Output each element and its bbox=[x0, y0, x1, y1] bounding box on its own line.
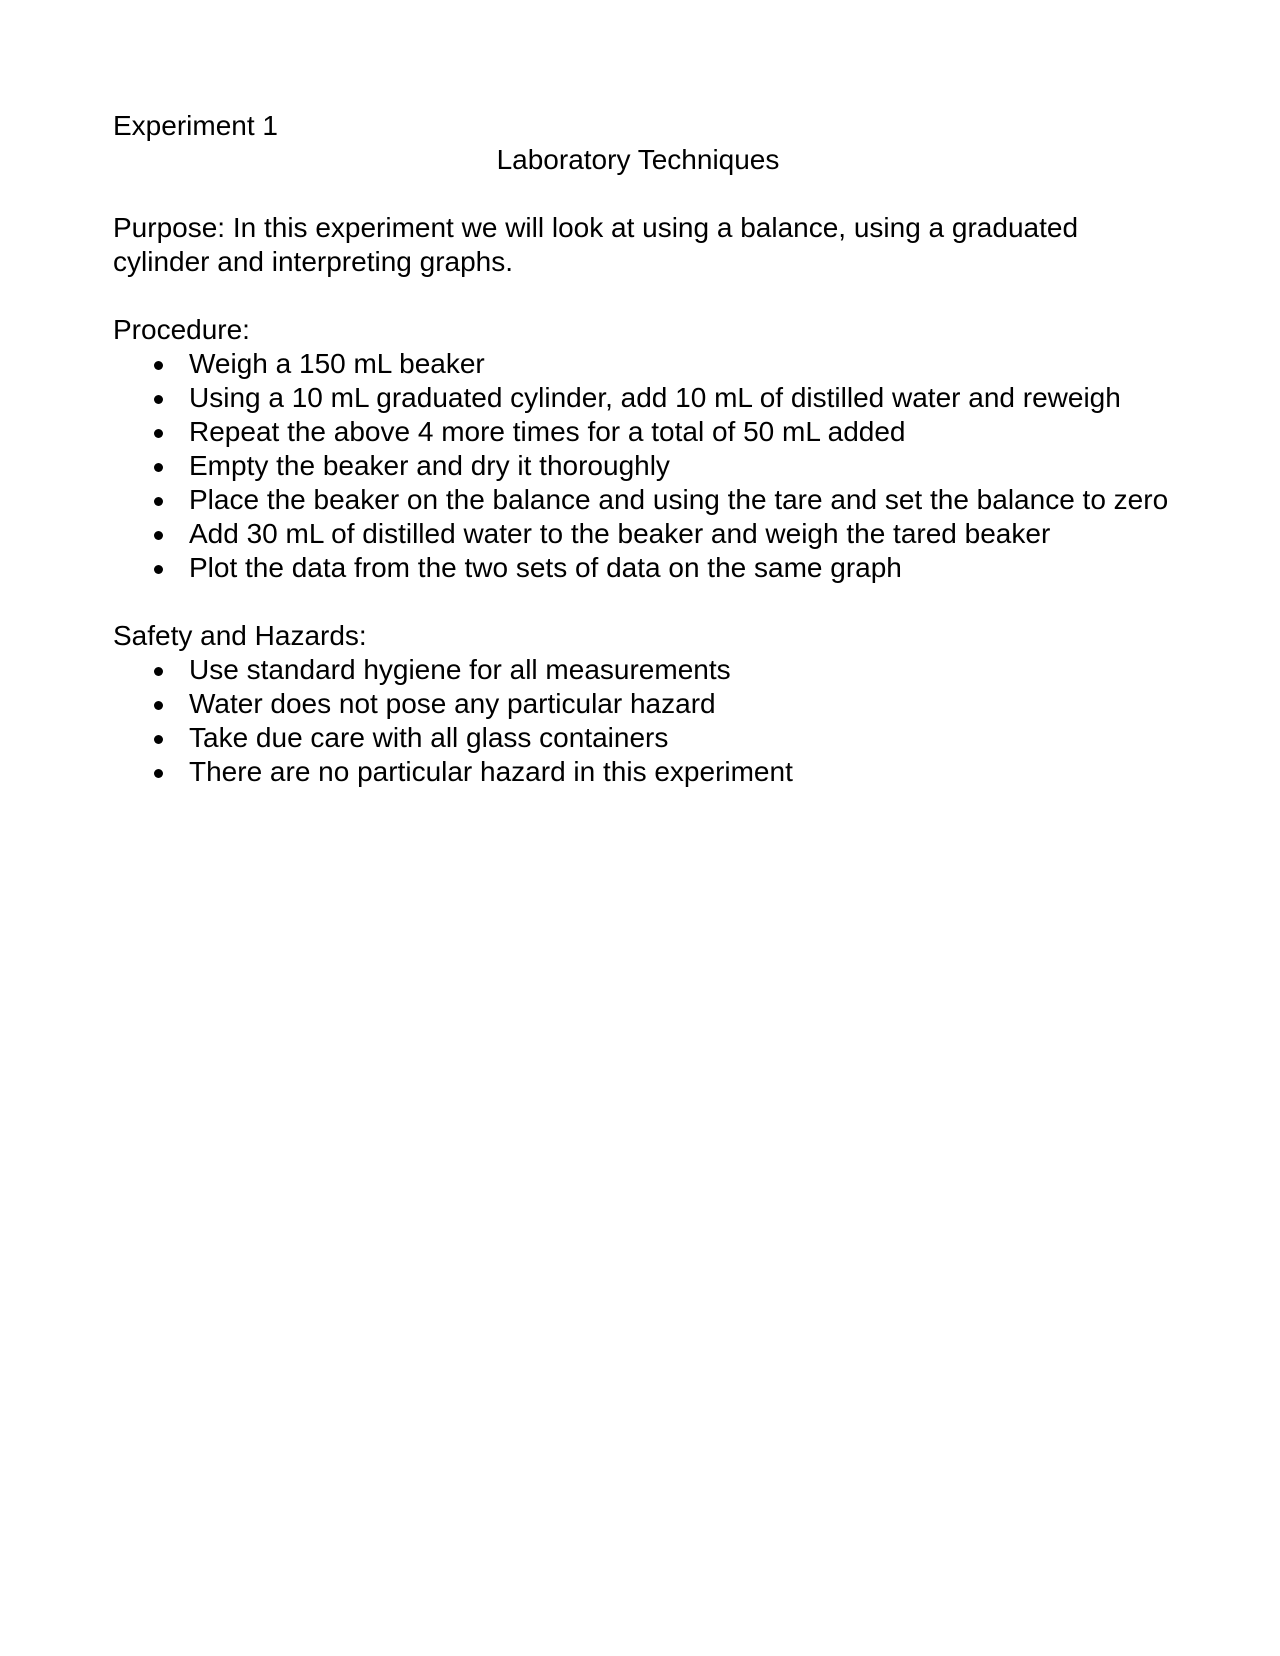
procedure-item-text: Using a 10 mL graduated cylinder, add 10 mL of distilled water and reweigh bbox=[189, 382, 1121, 413]
bullet-icon bbox=[154, 463, 163, 472]
document-title: Laboratory Techniques bbox=[496, 144, 780, 175]
blank-line bbox=[113, 279, 1173, 313]
purpose-paragraph: Purpose: In this experiment we will look at using a balance, using a graduated cylinder and interpreting graphs. bbox=[113, 212, 1079, 277]
procedure-item bbox=[113, 551, 1173, 585]
safety-item bbox=[113, 721, 1173, 755]
procedure-item bbox=[113, 381, 1173, 415]
procedure-heading: Procedure: bbox=[113, 314, 250, 345]
procedure-item bbox=[113, 449, 1173, 483]
bullet-icon bbox=[154, 429, 163, 438]
procedure-item-text: Add 30 mL of distilled water to the beaker and weigh the tared beaker bbox=[189, 518, 1051, 549]
safety-item bbox=[113, 687, 1173, 721]
bullet-icon bbox=[154, 769, 163, 778]
experiment-label: Experiment 1 bbox=[113, 110, 278, 141]
bullet-icon bbox=[154, 735, 163, 744]
safety-heading: Safety and Hazards: bbox=[113, 620, 367, 651]
bullet-icon bbox=[154, 667, 163, 676]
document-body bbox=[113, 109, 1173, 789]
bullet-icon bbox=[154, 497, 163, 506]
bullet-icon bbox=[154, 701, 163, 710]
safety-item-text: Take due care with all glass containers bbox=[189, 722, 669, 753]
bullet-icon bbox=[154, 395, 163, 404]
blank-line bbox=[113, 585, 1173, 619]
procedure-item-text: Plot the data from the two sets of data on the same graph bbox=[189, 552, 902, 583]
procedure-item bbox=[113, 415, 1173, 449]
procedure-item bbox=[113, 517, 1173, 551]
procedure-list bbox=[113, 347, 1173, 585]
procedure-item-text: Repeat the above 4 more times for a total of 50 mL added bbox=[189, 416, 906, 447]
procedure-item bbox=[113, 483, 1173, 517]
safety-item-text: Water does not pose any particular hazard bbox=[189, 688, 716, 719]
bullet-icon bbox=[154, 565, 163, 574]
blank-line bbox=[113, 177, 1173, 211]
safety-item bbox=[113, 755, 1173, 789]
safety-list bbox=[113, 653, 1173, 789]
procedure-item-text: Place the beaker on the balance and using the tare and set the balance to zero bbox=[189, 484, 1169, 515]
bullet-icon bbox=[154, 531, 163, 540]
procedure-item-text: Empty the beaker and dry it thoroughly bbox=[189, 450, 670, 481]
procedure-item-text: Weigh a 150 mL beaker bbox=[189, 348, 485, 379]
procedure-item bbox=[113, 347, 1173, 381]
safety-item-text: Use standard hygiene for all measurements bbox=[189, 654, 731, 685]
bullet-icon bbox=[154, 361, 163, 370]
safety-item-text: There are no particular hazard in this experiment bbox=[189, 756, 793, 787]
safety-item bbox=[113, 653, 1173, 687]
